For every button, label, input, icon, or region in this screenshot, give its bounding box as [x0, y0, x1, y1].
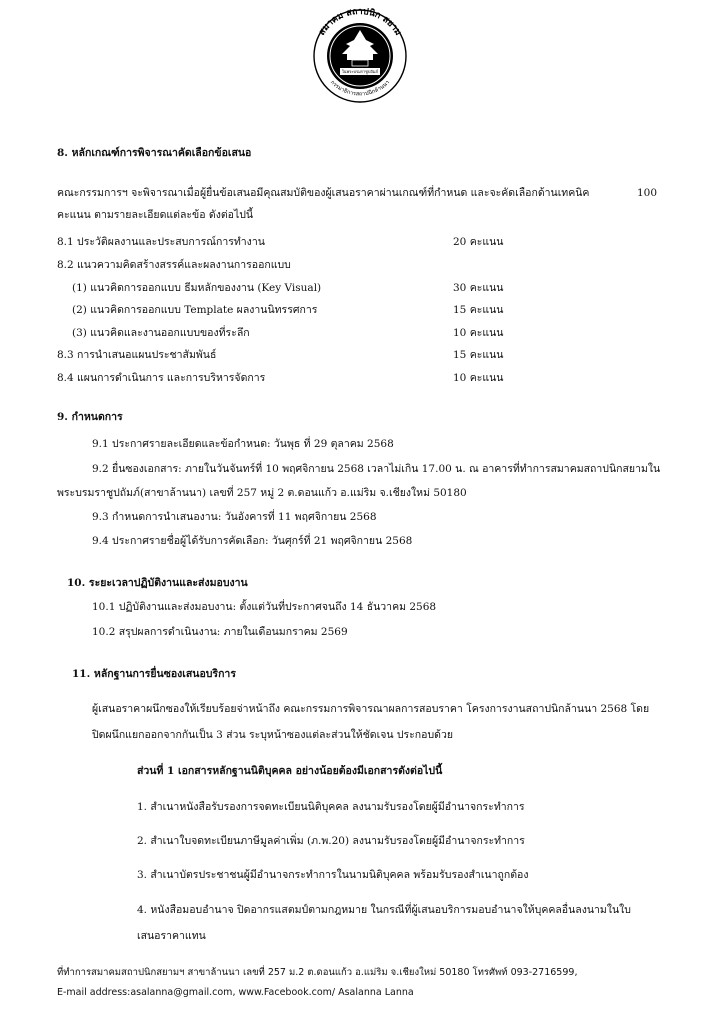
criteria-item-label: 8.3 การนำเสนอแผนประชาสัมพันธ์: [57, 349, 217, 361]
footer-address: ที่ทำการสมาคมสถาปนิกสยามฯ สาขาล้านนา เลขที่ 257 ม.2 ต.ดอนแก้ว อ.แม่ริม จ.เชียงใหม่ 50180 โทรศัพท์ 093-2716599,: [57, 967, 578, 978]
criteria-item-label: (3) แนวคิดและงานออกแบบของที่ระลึก: [72, 327, 250, 339]
association-seal-logo: [300, 6, 420, 110]
criteria-item-score: 15 คะแนน: [453, 304, 504, 316]
schedule-item: 9.1 ประกาศรายละเอียดและข้อกำหนด: วันพุธ ที่ 29 ตุลาคม 2568: [92, 438, 394, 450]
section-8-intro-line1: [57, 186, 657, 200]
section-8-intro-number: 100: [636, 187, 657, 199]
schedule-item: 9.3 กำหนดการนำเสนองาน: วันอังคารที่ 11 พฤศจิกายน 2568: [92, 511, 377, 523]
section-11-paragraph-line2: ปิดผนึกแยกออกจากกันเป็น 3 ส่วน ระบุหน้าซองแต่ละส่วนให้ชัดเจน ประกอบด้วย: [92, 729, 453, 741]
criteria-item-label: 8.2 แนวความคิดสร้างสรรค์และผลงานการออกแบบ: [57, 259, 291, 271]
document-item: 1. สำเนาหนังสือรับรองการจดทะเบียนนิติบุคคล ลงนามรับรองโดยผู้มีอำนาจกระทำการ: [137, 801, 525, 813]
document-item: 4. หนังสือมอบอำนาจ ปิดอากรแสตมป์ตามกฎหมาย ในกรณีที่ผู้เสนอบริการมอบอำนาจให้บุคคลอื่นลงนามในใบ: [137, 904, 631, 916]
section-11-heading: 11. หลักฐานการยื่นซองเสนอบริการ: [72, 668, 236, 680]
period-item: 10.1 ปฏิบัติงานและส่งมอบงาน: ตั้งแต่วันที่ประกาศจนถึง 14 ธันวาคม 2568: [92, 601, 437, 613]
section-10-heading: 10. ระยะเวลาปฏิบัติงานและส่งมอบงาน: [67, 577, 248, 589]
criteria-item-score: 20 คะแนน: [453, 236, 504, 248]
section-9-heading: 9. กำหนดการ: [57, 411, 123, 423]
document-item: 3. สำเนาบัตรประชาชนผู้มีอำนาจกระทำการในนามนิติบุคคล พร้อมรับรองสำเนาถูกต้อง: [137, 869, 529, 881]
criteria-item-score: 10 คะแนน: [453, 372, 504, 384]
document-item: 2. สำเนาใบจดทะเบียนภาษีมูลค่าเพิ่ม (ภ.พ.20) ลงนามรับรองโดยผู้มีอำนาจกระทำการ: [137, 835, 525, 847]
footer-contact: E-mail address:asalanna@gmail.com, www.Facebook.com/ Asalanna Lanna: [57, 987, 414, 998]
seal-inner-text: ในพระบรมราชูปถัมภ์: [341, 69, 379, 74]
document-item-continued: เสนอราคาแทน: [137, 930, 206, 942]
schedule-item: 9.4 ประกาศรายชื่อผู้ได้รับการคัดเลือก: วันศุกร์ที่ 21 พฤศจิกายน 2568: [92, 535, 413, 547]
criteria-item-score: 10 คะแนน: [453, 327, 504, 339]
criteria-item-label: (1) แนวคิดการออกแบบ ธีมหลักของงาน (Key Visual): [72, 282, 322, 294]
section-8-heading: 8. หลักเกณฑ์การพิจารณาคัดเลือกข้อเสนอ: [57, 147, 252, 159]
seal-top-text: สมาคม สถาปนิก สยาม: [317, 6, 403, 38]
section-8-intro-line2: คะแนน ตามรายละเอียดแต่ละข้อ ดังต่อไปนี้: [57, 209, 254, 221]
criteria-item-label: 8.4 แผนการดำเนินการ และการบริหารจัดการ: [57, 372, 266, 384]
schedule-item: 9.2 ยื่นซองเอกสาร: ภายในวันจันทร์ที่ 10 พฤศจิกายน 2568 เวลาไม่เกิน 17.00 น. ณ อาคารที่ทำการสมาคมสถาปนิกสยามใน: [92, 463, 661, 475]
period-item: 10.2 สรุปผลการดำเนินงาน: ภายในเดือนมกราคม 2569: [92, 626, 348, 638]
section-11-paragraph-line1: ผู้เสนอราคาผนึกซองให้เรียบร้อยจ่าหน้าถึง คณะกรรมการพิจารณาผลการสอบราคา โครงการงานสถาปนิกล้านนา 2568 โดย: [92, 703, 650, 715]
criteria-item-label: 8.1 ประวัติผลงานและประสบการณ์การทำงาน: [57, 236, 265, 248]
criteria-item-label: (2) แนวคิดการออกแบบ Template ผลงานนิทรรศการ: [72, 304, 318, 316]
section-8-intro-text: คณะกรรมการฯ จะพิจารณาเมื่อผู้ยื่นข้อเสนอมีคุณสมบัติของผู้เสนอราคาผ่านเกณฑ์ที่กำหนด และจะคัดเลือกด้านเทคนิค: [57, 187, 590, 199]
seal-bottom-text: กรรมาธิการสถาปนิกล้านนา: [328, 79, 392, 98]
schedule-item-continued: พระบรมราชูปถัมภ์(สาขาล้านนา) เลขที่ 257 หมู่ 2 ต.ดอนแก้ว อ.แม่ริม จ.เชียงใหม่ 50180: [57, 487, 467, 499]
part-1-heading: ส่วนที่ 1 เอกสารหลักฐานนิติบุคคล อย่างน้อยต้องมีเอกสารดังต่อไปนี้: [137, 765, 443, 777]
criteria-item-score: 30 คะแนน: [453, 282, 504, 294]
criteria-item-score: 15 คะแนน: [453, 349, 504, 361]
